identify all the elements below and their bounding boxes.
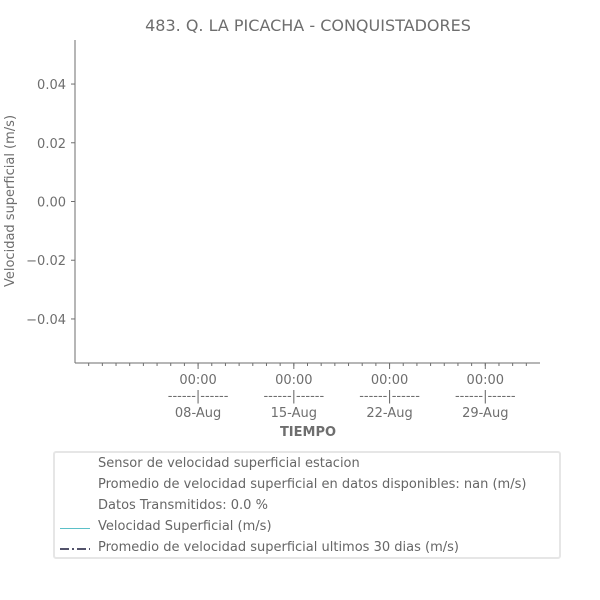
legend-info-text: Sensor de velocidad superficial estacion xyxy=(98,456,360,471)
y-tick-label: 0.00 xyxy=(37,195,66,211)
legend-info-text: Promedio de velocidad superficial en datos disponibles: nan (m/s) xyxy=(98,477,527,492)
y-tick-label: 0.02 xyxy=(37,136,66,152)
legend-swatch-solid xyxy=(60,528,90,529)
x-tick-date-label: 29-Aug xyxy=(462,406,509,421)
x-tick-separator: ------|------ xyxy=(263,389,325,404)
x-tick-time-label: 00:00 xyxy=(179,373,217,388)
x-tick-separator: ------|------ xyxy=(359,389,420,404)
legend-info-text: Datos Transmitidos: 0.0 % xyxy=(98,498,268,513)
legend-info-row xyxy=(55,497,559,518)
y-axis-label: Velocidad superficial (m/s) xyxy=(3,114,18,288)
y-ticks xyxy=(26,78,75,328)
axes xyxy=(75,40,540,363)
x-tick-separator: ------|------ xyxy=(167,389,229,404)
legend-entry-promedio xyxy=(55,539,559,560)
legend-dashdot-line xyxy=(60,547,90,551)
y-tick-label: −0.02 xyxy=(26,254,66,270)
x-tick-date-label: 08-Aug xyxy=(174,406,222,421)
x-tick-time-label: 00:00 xyxy=(275,373,313,388)
x-axis-label: TIEMPO xyxy=(279,425,337,440)
chart-title: 483. Q. LA PICACHA - CONQUISTADORES xyxy=(145,16,471,35)
legend-label: Promedio de velocidad superficial ultimos 30 dias (m/s) xyxy=(98,540,459,555)
legend-entry-velocidad xyxy=(55,518,559,539)
x-tick-separator: ------|------ xyxy=(454,389,516,404)
legend-info-row xyxy=(55,476,559,497)
y-tick-label: 0.04 xyxy=(37,78,66,94)
x-tick-date-label: 15-Aug xyxy=(270,406,317,421)
x-ticks xyxy=(89,363,527,421)
legend-info-row xyxy=(55,455,559,476)
legend xyxy=(53,451,561,559)
y-tick-label: −0.04 xyxy=(26,312,66,328)
legend-label: Velocidad Superficial (m/s) xyxy=(98,519,272,534)
x-tick-time-label: 00:00 xyxy=(466,373,505,388)
x-tick-time-label: 00:00 xyxy=(370,373,409,388)
x-tick-date-label: 22-Aug xyxy=(366,406,413,421)
